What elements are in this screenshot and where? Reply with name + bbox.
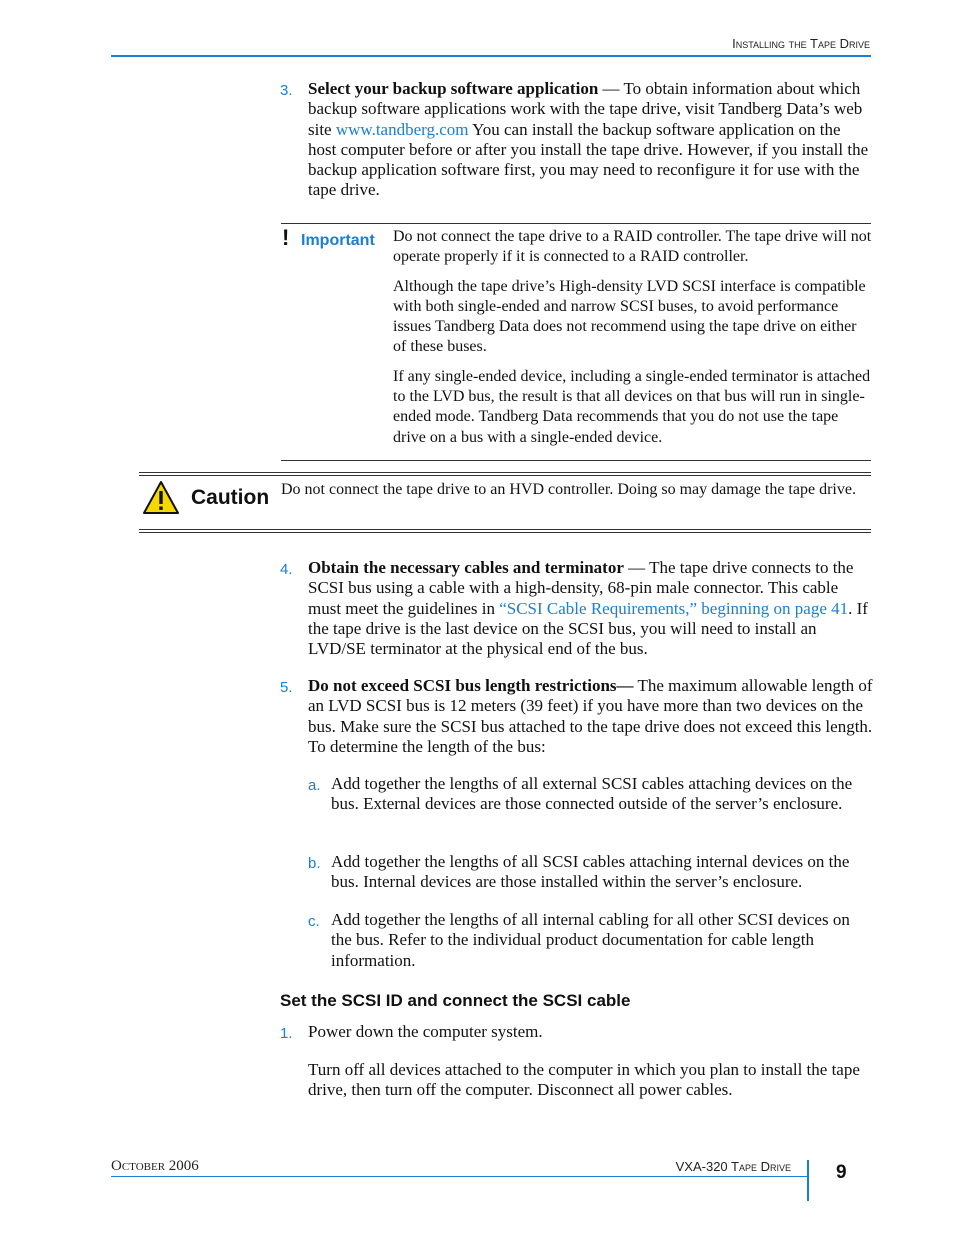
- step-4-number: 4.: [280, 561, 293, 578]
- scsi-cable-requirements-link[interactable]: “SCSI Cable Requirements,” beginning on page 41: [499, 598, 849, 618]
- footer-product: VXA-320 Tape Drive: [675, 1159, 791, 1174]
- substep-c-text: Add together the lengths of all internal cabling for all other SCSI devices on the bus. Refer to the individual product documentation for cable length information.: [331, 910, 850, 970]
- important-label: Important: [301, 232, 375, 249]
- important-bottom-rule: [281, 460, 871, 461]
- step-5-number: 5.: [280, 679, 293, 696]
- substep-c-letter: c.: [308, 913, 320, 930]
- page-number: 9: [836, 1162, 847, 1183]
- tandberg-website-link[interactable]: www.tandberg.com: [335, 119, 469, 139]
- important-top-rule: [281, 223, 871, 224]
- caution-top-rule-2: [139, 475, 871, 476]
- section-heading: Set the SCSI ID and connect the SCSI cable: [280, 991, 631, 1010]
- footer-rule: [111, 1176, 809, 1177]
- step-5-title: Do not exceed SCSI bus length restrictions—: [308, 676, 634, 695]
- substep-a-letter: a.: [308, 777, 321, 794]
- important-body: [393, 227, 873, 448]
- running-header: Installing the Tape Drive: [732, 36, 870, 51]
- step-3-body-b: You can install the backup software application on the host computer before or after you install the tape drive. However, if you install the backup application software first, you may need to reconfigure it for use with the tape drive.: [308, 119, 869, 200]
- step-3-number: 3.: [280, 82, 293, 99]
- substep-a-text: Add together the lengths of all external SCSI cables attaching devices on the bus. External devices are those connected outside of the server’s enclosure.: [331, 774, 853, 814]
- section-step-1-number: 1.: [280, 1025, 293, 1042]
- caution-text: Do not connect the tape drive to an HVD controller. Doing so may damage the tape drive.: [281, 481, 856, 498]
- substep-b-text: Add together the lengths of all SCSI cables attaching internal devices on the bus. Internal devices are those installed within the server’s enclosure.: [331, 852, 850, 892]
- exclamation-icon: !: [282, 225, 290, 250]
- important-paragraph-1: Do not connect the tape drive to a RAID controller. The tape drive will not operate properly if it is connected to a RAID controller.: [393, 228, 872, 266]
- footer-date: October 2006: [111, 1158, 199, 1174]
- footer-page-bar: [807, 1160, 809, 1201]
- step-4-text: [308, 558, 873, 659]
- step-4-body-b: . If the tape drive is the last device on the SCSI bus, you will need to install an LVD/SE terminator at the physical end of the bus.: [308, 598, 868, 659]
- caution-bottom-rule-2: [139, 532, 871, 533]
- caution-bottom-rule: [139, 529, 871, 530]
- step-5-body: The maximum allowable length of an LVD SCSI bus is 12 meters (39 feet) if you have more than two devices on the bus. Make sure the SCSI bus attached to the tape drive does not exceed this length. To determine the length of the bus:: [308, 676, 873, 756]
- step-3-body-a: — To obtain information about which backup software applications work with the tape drive, visit Tandberg Data’s web site: [308, 79, 863, 139]
- section-step-1-text: Power down the computer system.: [308, 1022, 543, 1041]
- step-4-title: Obtain the necessary cables and terminator: [308, 558, 624, 577]
- important-paragraph-3: If any single-ended device, including a single-ended terminator is attached to the LVD bus, the result is that all devices on that bus will run in single-ended mode. Tandberg Data recommends that you do not use the tape drive on a bus with a single-ended device.: [393, 367, 871, 446]
- important-paragraph-2: Although the tape drive’s High-density LVD SCSI interface is compatible with both single-ended and narrow SCSI buses, to avoid performance issues Tandberg Data does not recommend using the tape drive on either of these buses.: [393, 277, 866, 356]
- header-rule: [111, 55, 871, 57]
- caution-top-rule: [139, 472, 871, 473]
- section-step-1-detail: Turn off all devices attached to the computer in which you plan to install the tape drive, then turn off the computer. Disconnect all power cables.: [308, 1060, 860, 1100]
- step-3-text: [308, 79, 873, 201]
- step-5-text: [308, 676, 873, 757]
- step-3-title: Select your backup software application: [308, 79, 599, 98]
- warning-triangle-icon: [142, 480, 180, 515]
- step-4-body-a: — The tape drive connects to the SCSI bus using a cable with a high-density, 68-pin male connector. This cable must meet the guidelines in: [308, 558, 854, 618]
- caution-label: Caution: [191, 486, 270, 509]
- substep-b-letter: b.: [308, 855, 321, 872]
